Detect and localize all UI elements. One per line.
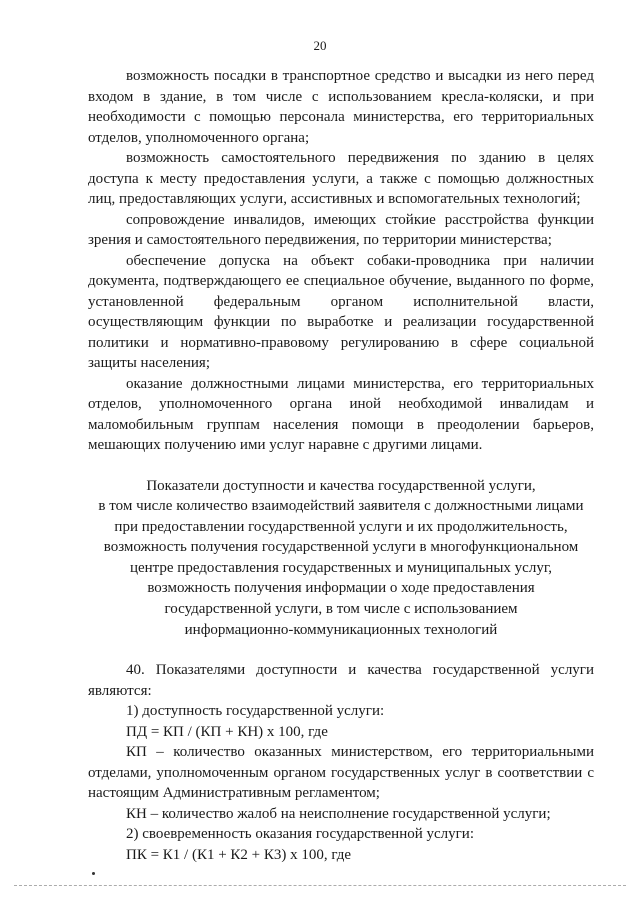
footer-scan-line bbox=[14, 885, 626, 886]
section-heading-line: Показатели доступности и качества государственной услуги, bbox=[146, 477, 536, 494]
document-body bbox=[88, 66, 594, 865]
paragraph-guide-dog: обеспечение допуска на объект собаки-проводника при наличии документа, подтверждающего ее специальное обучение, выданного по форме, установленной федеральным органом исполнительной власти, осуществляющим функции по выработке и реализации государственной политики и нормативно-правовому регулированию в сфере социальной защиты населения; bbox=[88, 252, 594, 371]
section-heading bbox=[88, 476, 594, 641]
section-heading-line: в том числе количество взаимодействий заявителя с должностными лицами bbox=[98, 498, 584, 515]
scan-speck bbox=[92, 872, 95, 875]
section-heading-line: информационно-коммуникационных технологий bbox=[184, 621, 498, 638]
formula-pk: ПК = К1 / (К1 + К2 + К3) х 100, где bbox=[126, 846, 352, 863]
section-heading-line: возможность получения информации о ходе предоставления bbox=[147, 580, 535, 597]
section-heading-line: государственной услуги, в том числе с использованием bbox=[164, 601, 518, 618]
paragraph-40: 40. Показателями доступности и качества государственной услуги являются: bbox=[88, 662, 594, 699]
definition-kn: КН – количество жалоб на неисполнение государственной услуги; bbox=[126, 805, 551, 822]
paragraph-assistance: оказание должностными лицами министерства, его территориальных отделов, уполномоченного органа иной необходимой инвалидам и маломобильным группам населения помощи в преодолении барьеров, мешающих получению ими услуг наравне с другими лицами. bbox=[88, 375, 594, 453]
paragraph-boarding: возможность посадки в транспортное средство и высадки из него перед входом в здание, в том числе с использованием кресла-коляски, и при необходимости с помощью персонала министерства, его территориальных отделов, уполномоченного органа; bbox=[88, 68, 594, 146]
definition-kp: КП – количество оказанных министерством, его территориальными отделами, уполномоченным органом государственных услуг в соответствии с настоящим Административным регламентом; bbox=[88, 744, 594, 802]
item-2-timeliness: 2) своевременность оказания государственной услуги: bbox=[126, 826, 474, 843]
formula-pd: ПД = КП / (КП + КН) х 100, где bbox=[126, 723, 328, 740]
paragraph-escort: сопровождение инвалидов, имеющих стойкие расстройства функции зрения и самостоятельного передвижения, по территории министерства; bbox=[88, 211, 594, 248]
section-heading-line: центре предоставления государственных и муниципальных услуг, bbox=[129, 559, 553, 576]
page-number: 20 bbox=[313, 38, 327, 53]
section-heading-line: возможность получения государственной услуги в многофункциональном bbox=[103, 539, 579, 556]
section-heading-line: при предоставлении государственной услуги и их продолжительность, bbox=[114, 518, 568, 535]
item-1-accessibility: 1) доступность государственной услуги: bbox=[126, 703, 385, 720]
paragraph-movement: возможность самостоятельного передвижения по зданию в целях доступа к месту предоставления услуги, а также с помощью должностных лиц, предоставляющих услуги, ассистивных и вспомогательных технологий; bbox=[88, 150, 594, 207]
